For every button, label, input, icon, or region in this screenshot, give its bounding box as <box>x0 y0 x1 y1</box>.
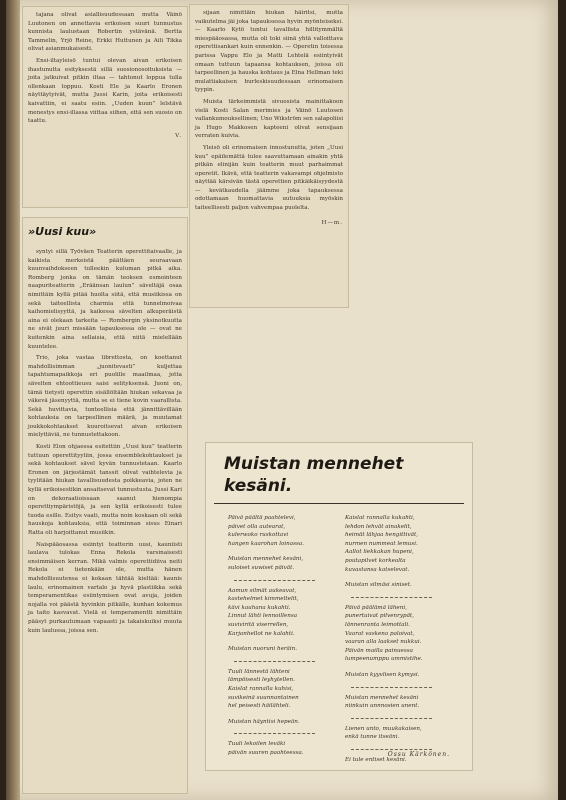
poem-line: päivet olla autearat, <box>228 523 286 530</box>
poem-stanza <box>228 740 333 757</box>
page-binding-edge <box>6 0 20 800</box>
clipping-paragraph: Naispääosassa esiintyi teatterin uusi, kauniisti laulava tulokas Enna Rekola varsinaisesti ensimmäisen kerran. Mikä valmis operettidiiva neiti Rekola ei tietenkään ole, mutta hänen mahdollisuutensa ei kokaan tähtää kieltää: kaunis laulu, erinomainen vartalo ja hyvä plastiikka sekä temperamentikas esiintymisen ovat avuja, joiden nojalla voi päästä hyvinkin pitkälle, kunhan kokemus ja taito kasvavat. Vielä ei temperamentti nimittäin pääsyt purkautumaan vapaasti ja takaiskuiksi muuta kuin laulussa, joissa sen. <box>28 541 182 634</box>
newspaper-clipping-uusi-kuu <box>22 217 188 794</box>
poem-line: lumpeenumppu ummistihe. <box>345 656 423 663</box>
clipping-paragraph: syntyi sillä Työväen Teatterin operettitaivaalle, ja kaikista merkeistä päättäen seuraavaan kuunvaihdokseen tulleekin kuluman pitkä aika. Romberg jonka on tämän teoksen esmointeen naapuriteatterin „Eräänsan laulun” säveltäjä osaa nimittäin kyllä pitää huolta siitä, että musiikissa on sekä taiteellista charmia että tunnelmoivaa kaihomielisyyttä, ja kaikessa sävelten alkuperäistä aina ei olekaan tarkeita — Rombergin yksinotkuutta ne sivät juuri missään tapauksessa ole — ovat ne kuitenkin aina sellaisia, että niitä mielellään kuuntelee. <box>28 249 182 350</box>
poem-line: niinkuin unnnosien unent. <box>345 703 420 710</box>
poem-line: Linnut lähti lennoillensa <box>228 613 298 620</box>
poem-title: Muistan mennehet kesäni. <box>214 443 464 504</box>
poem-line: Ei tule entiset kesäni. <box>345 756 407 763</box>
poem-line: kävi kauhana kukahti. <box>228 604 291 611</box>
poem-stanza <box>345 671 450 680</box>
poem-stanza <box>345 694 450 711</box>
poem-line: Päivä päältä paahtelevi, <box>228 515 296 521</box>
poem-line: päivän suuren paahteessa. <box>228 749 304 756</box>
poem-line: Päivän mailla painuessa <box>345 647 413 654</box>
poem-stanza <box>345 581 450 590</box>
clipping-signature: V. <box>175 132 182 139</box>
poem-line: nurmen nummeat lemusi. <box>345 540 418 547</box>
poem-line: Karjanhellot ne kalahti. <box>228 630 295 637</box>
poem-line: Tuuli lekoilen leväki <box>228 741 286 748</box>
poem-line: hel peisesti häilähteli. <box>228 703 291 710</box>
stanza-divider <box>234 661 315 662</box>
poem-line: Muistan silmäsi siniset. <box>345 582 412 589</box>
poem-line: hangen kaarohan loinassa. <box>228 540 304 547</box>
poem-stanza <box>345 604 450 664</box>
poem-line: Muistan kyyvlisen kymysi. <box>345 671 420 678</box>
poem-line: poutapilvet korkealta <box>345 557 406 564</box>
poem-author: Ossu Kärkönen. <box>387 751 450 759</box>
clipping-paragraph: Ensi-iltayleisö tuntui olevan aivan erikoisen ihastunutta esityksestä sillä suosionosoituksista — joita jatkuivat pitkin iltaa — tahtonut loppua tulla ollenkaan loppuu. Kosti Ele ja Kaarlo Eronen näyttäytyivät, mutta Jussi Karin, joita erikoisesti kaivattiin, ei saatu esiin. „Uuden kuun” lelstävä menestys ensi-illassa viittaa siihen, että sen suosio on taattu. <box>28 57 182 125</box>
poem-line: Muistan mennehet kesäni, <box>228 556 304 563</box>
newspaper-clipping-poem <box>205 442 473 771</box>
newspaper-clipping-review-continued <box>189 4 349 308</box>
poem-stanza <box>228 587 333 639</box>
poem-line: suviviritä viserrellen, <box>228 621 289 628</box>
stanza-divider <box>351 718 432 719</box>
clipping-paragraph: tajana olivat asiallisuudessaan mutta Väinö Luutonen on annettavia erikoisen suuri tunnustus kunnista laulustaan Robertin ystävänä. Bertta Tammelin, Yrjö Reine, Erkki Huttunen ja Aili Tikka olivat asianmukaisesti. <box>28 12 182 53</box>
poem-line: Muistan nuoruni heräin. <box>228 646 298 653</box>
poem-line: Muistan häyntisi hepeän. <box>228 718 300 725</box>
poem-columns <box>206 504 472 771</box>
poem-line: Tuuli lännestä lähteni <box>228 668 290 675</box>
poem-line: enkä tunne itseäni. <box>345 734 400 741</box>
stanza-divider <box>234 733 315 734</box>
clipping-paragraph: Muista tärkeimmistä sivuosista mainittakoon vielä Kosti Salan merimies ja Väinö Luutosen vallankumouksellinen; Uno Wikström sen salapoliisi ja Hugo Makkosen kapteeni olivat sensijaan verraten kuivia. <box>195 98 343 140</box>
clipping-signature: H—m. <box>321 219 343 226</box>
poem-line: suvikeinä suunnantainen <box>228 694 299 701</box>
poem-line: Lienen unto, muukakaisen, <box>345 725 422 732</box>
poem-line: Vaarat vaskena paloivat, <box>345 630 415 637</box>
poem-line: Aallot liekkakan hupeni, <box>345 549 414 556</box>
stanza-divider <box>234 580 315 581</box>
poem-line: suloiset suwiset päivät. <box>228 564 295 571</box>
poem-line: lehdon lehvät ainakelit, <box>345 523 412 530</box>
poem-line: kulerwoko ruskottavi <box>228 532 289 539</box>
poem-stanza <box>228 718 333 727</box>
poem-line: Kaislat rannalla kukahti, <box>345 515 415 521</box>
poem-left-column <box>228 514 333 771</box>
poem-stanza <box>228 668 333 711</box>
poem-line: Muistan mennehet kesäni <box>345 694 419 701</box>
poem-line: heimät lähjaa hengittivät, <box>345 532 418 539</box>
stanza-divider <box>351 597 432 598</box>
clipping-paragraph: Kosti Elon ohjaessa esitettiin „Uusi kuu” teatterin tuttuun operettityyliin, jossa ensemblekohtaukset ja sekä kohtaukset sävel kyvän tunnustetaan. Kaarlo Eronen on järjestämät tanssit olivat vaihtelevia ja tyylitään hiukan tavallisuudesta poikkeavia, joten ne kyllä erikoisestikin ansaitsevat tunnustusta. Jussi Kari on dekoraatioissaan saanut hienompia operettiympäristöjä, ja sen kyllä erikoisesti tulee tuoda esille. Esitys vaati, mutta noin koskaan oli sekä hauskoja kohtauksia, että toiminnan sisus Einari Ratta oli harjoittanut musiikin. <box>28 444 182 536</box>
stanza-divider <box>351 687 432 688</box>
poem-line: kastehelmet kimmeltelit, <box>228 596 299 603</box>
poem-line: Kaislat rannalla kuhisi, <box>228 685 294 692</box>
clipping-paragraph: Yleisö oli erinomaisen innostunutta, joten „Uusi kuu” epäilemättä tulee saavuttamaan ainakin yhtä pitkän elinijän kuin teatterin muut parhaimmat operetit. Ikävä, että teatterin vakavampi ohjelmisto näyttää kärsivän tästä operettien pitkäikäisyydestä — kevätkaudella jäämme joka tapauksessa odottamaan huomattavia uutuuksia myöskin taiteellisesti paljon vahvempaa puolelta. <box>195 144 343 212</box>
poem-stanza <box>228 555 333 572</box>
clipping-heading: »Uusi kuu» <box>28 225 97 238</box>
poem-line: vaaran alla laakset nukkui. <box>345 639 422 646</box>
poem-line: lännenranta leimottali. <box>345 621 410 628</box>
poem-stanza <box>228 514 333 548</box>
poem-stanza <box>345 514 450 574</box>
poem-line: Päivä päälämä läheni, <box>345 604 407 611</box>
poem-stanza <box>345 725 450 742</box>
poem-line: kuvastansa katselevat. <box>345 566 410 573</box>
clipping-paragraph: Trio, joka vastaa librettosta, on koettanut mahdollisimman „juonitevasti” kuljettaa tapahtumapaikkoja eri puolille maailmaa, jotta sävelten ehtoottieusu saisi selityksensä. Juoni on, tämä tietysti operettin sisällöltään hiukan sekavaa ja väkevä jäsenyyttä, mutta se ei tiene kovin vaarallista. Sekä huvittavia, tunteellisia että jännittävillään kohtauksia on tarpeellinen määrä, ja muutamat joukkokohtaukset kuuroitsevat aivan erikoisen mielyttäviä, ne tunnustettakoon. <box>28 355 182 439</box>
poem-line: punertuivat pilvenrypät, <box>345 613 414 620</box>
stanza-divider <box>351 749 432 750</box>
poem-stanza <box>228 645 333 654</box>
clipping-paragraph: sijaan nimittäin hiukan häiritsi, mutta vaikutelma jäi joka tapauksessa hyvin myönteiseksi. — Kaarlo Kytö tuntui tavallista hillitymmältä miespääosassa, mutta oli toki siinä yhtä valloittava operettisankari kuin ennenkin. — Operetin toisessa parissa Vappu Elo ja Matti Lehtelä esiintyivät omaan tuttuun tapaansa kohtauksen, joissa oli tarpeellinen ja hauska kohtaus ja Elna Hellman teki mulattiakaisen burleskisuudessaan erinomaisen tyypin. <box>195 10 343 94</box>
poem-line: Aamun silmät aukeavat, <box>228 587 297 594</box>
poem-right-column <box>345 514 450 771</box>
newspaper-clipping-review-end <box>22 6 188 208</box>
poem-line: lämpöisesti leyhytellen. <box>228 677 295 684</box>
